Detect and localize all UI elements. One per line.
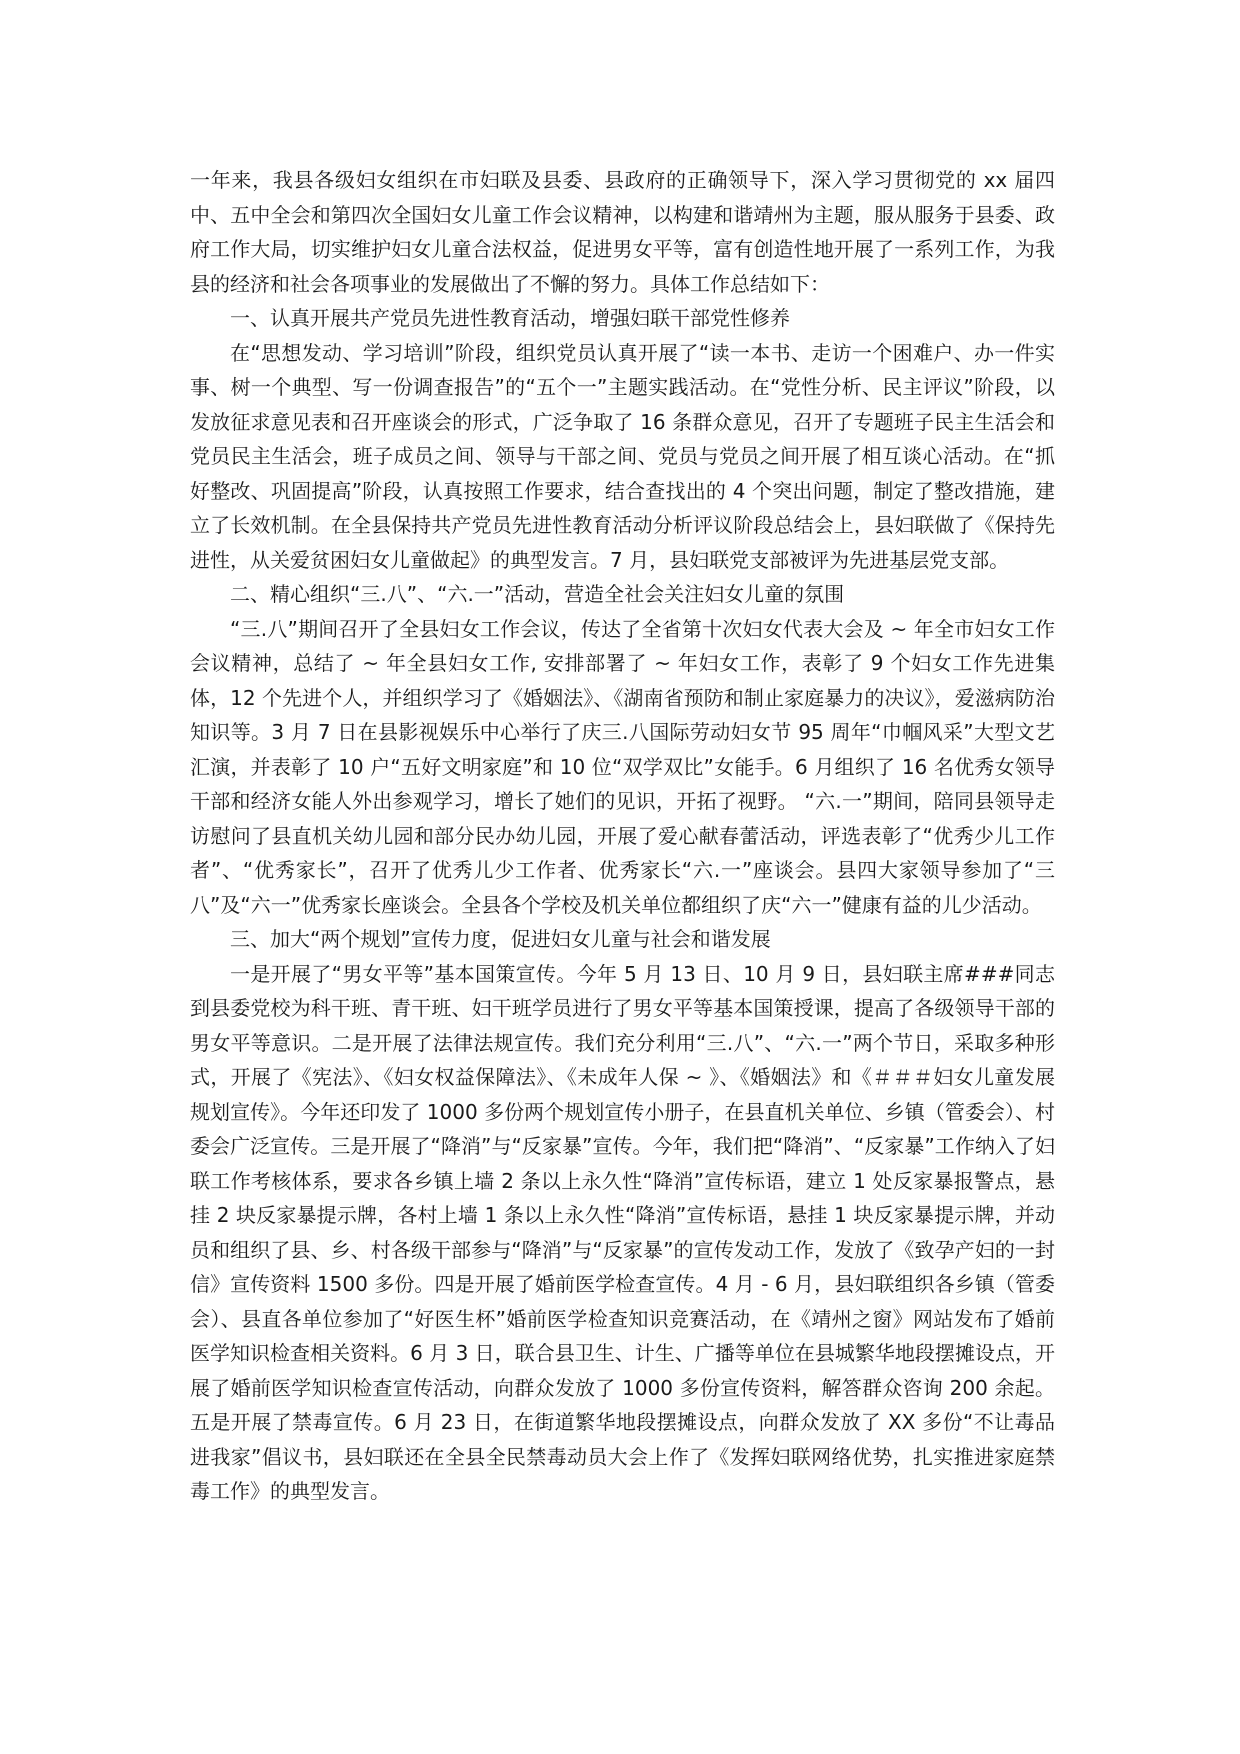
section-heading-2: 二、精心组织“三.八”、“六.一”活动，营造全社会关注妇女儿童的氛围: [230, 582, 845, 606]
section-2-paragraph: “三.八”期间召开了全县妇女工作会议，传达了全省第十次妇女代表大会及 ~ 年全市妇女工作会议精神，总结了 ~ 年全县妇女工作, 安排部署了 ~ 年妇女工作，表彰了 9 个妇女工作先进集体，12 个先进个人，并组织学习了《婚姻法》、《湖南省预防和制止家庭暴力的决议》，爱滋病防治知识等。3 月 7 日在县影视娱乐中心举行了庆三.八国际劳动妇女节 95 周年“巾帼风采”大型文艺汇演，并表彰了 10 户“五好文明家庭”和 10 位“双学双比”女能手。6 月组织了 16 名优秀女领导干部和经济女能人外出参观学习，增长了她们的见识，开拓了视野。 “六.一”期间，陪同县领导走访慰问了县直机关幼儿园和部分民办幼儿园，开展了爱心献春蕾活动，评选表彰了“优秀少儿工作者”、“优秀家长”，召开了优秀儿少工作者、优秀家长“六.一”座谈会。县四大家领导参加了“三八”及“六一”优秀家长座谈会。全县各个学校及机关单位都组织了庆“六一”健康有益的儿少活动。: [190, 616, 1055, 917]
section-1-paragraph: 在“思想发动、学习培训”阶段，组织党员认真开展了“读一本书、走访一个困难户、办一件实事、树一个典型、写一份调查报告”的“五个一”主题实践活动。在“党性分析、民主评议”阶段，以发放征求意见表和召开座谈会的形式，广泛争取了 16 条群众意见，召开了专题班子民主生活会和党员民主生活会，班子成员之间、领导与干部之间、党员与党员之间开展了相互谈心活动。在“抓好整改、巩固提高”阶段，认真按照工作要求，结合查找出的 4 个突出问题，制定了整改措施，建立了长效机制。在全县保持共产党员先进性教育活动分析评议阶段总结会上，县妇联做了《保持先进性，从关爱贫困妇女儿童做起》的典型发言。7 月，县妇联党支部被评为先进基层党支部。: [190, 340, 1055, 572]
section-3-paragraph: 一是开展了“男女平等”基本国策宣传。今年 5 月 13 日、10 月 9 日，县妇联主席###同志到县委党校为科干班、青干班、妇干班学员进行了男女平等基本国策授课，提高了各级领导干部的男女平等意识。二是开展了法律法规宣传。我们充分利用“三.八”、“六.一”两个节日，采取多种形式，开展了《宪法》、《妇女权益保障法》、《未成年人保 ~ 》、《婚姻法》和《＃＃＃妇女儿童发展规划宣传》。今年还印发了 1000 多份两个规划宣传小册子，在县直机关单位、乡镇（管委会）、村委会广泛宣传。三是开展了“降消”与“反家暴”宣传。今年，我们把“降消”、“反家暴”工作纳入了妇联工作考核体系，要求各乡镇上墙 2 条以上永久性“降消”宣传标语，建立 1 处反家暴报警点，悬挂 2 块反家暴提示牌，各村上墙 1 条以上永久性“降消”宣传标语，悬挂 1 块反家暴提示牌，并动员和组织了县、乡、村各级干部参与“降消”与“反家暴”的宣传发动工作，发放了《致孕产妇的一封信》宣传资料 1500 多份。四是开展了婚前医学检查宣传。4 月 - 6 月，县妇联组织各乡镇（管委会）、县直各单位参加了“好医生杯”婚前医学检查知识竞赛活动，在《靖州之窗》网站发布了婚前医学知识检查相关资料。6 月 3 日，联合县卫生、计生、广播等单位在县城繁华地段摆摊设点，开展了婚前医学知识检查宣传活动，向群众发放了 1000 多份宣传资料，解答群众咨询 200 余起。五是开展了禁毒宣传。6 月 23 日，在街道繁华地段摆摊设点，向群众发放了 XX 多份“不让毒品进我家”倡议书，县妇联还在全县全民禁毒动员大会上作了《发挥妇联网络优势，扎实推进家庭禁毒工作》的典型发言。: [190, 961, 1055, 1503]
document-body: [190, 163, 1055, 1509]
section-heading-1: 一、认真开展共产党员先进性教育活动，增强妇联干部党性修养: [230, 306, 790, 330]
intro-paragraph: 一年来，我县各级妇女组织在市妇联及县委、县政府的正确领导下，深入学习贯彻党的 xx 届四中、五中全会和第四次全国妇女儿童工作会议精神，以构建和谐靖州为主题，服从服务于县委、政府工作大局，切实维护妇女儿童合法权益，促进男女平等，富有创造性地开展了一系列工作，为我县的经济和社会各项事业的发展做出了不懈的努力。具体工作总结如下：: [190, 168, 1055, 296]
section-heading-3: 三、加大“两个规划”宣传力度，促进妇女儿童与社会和谐发展: [230, 927, 771, 951]
